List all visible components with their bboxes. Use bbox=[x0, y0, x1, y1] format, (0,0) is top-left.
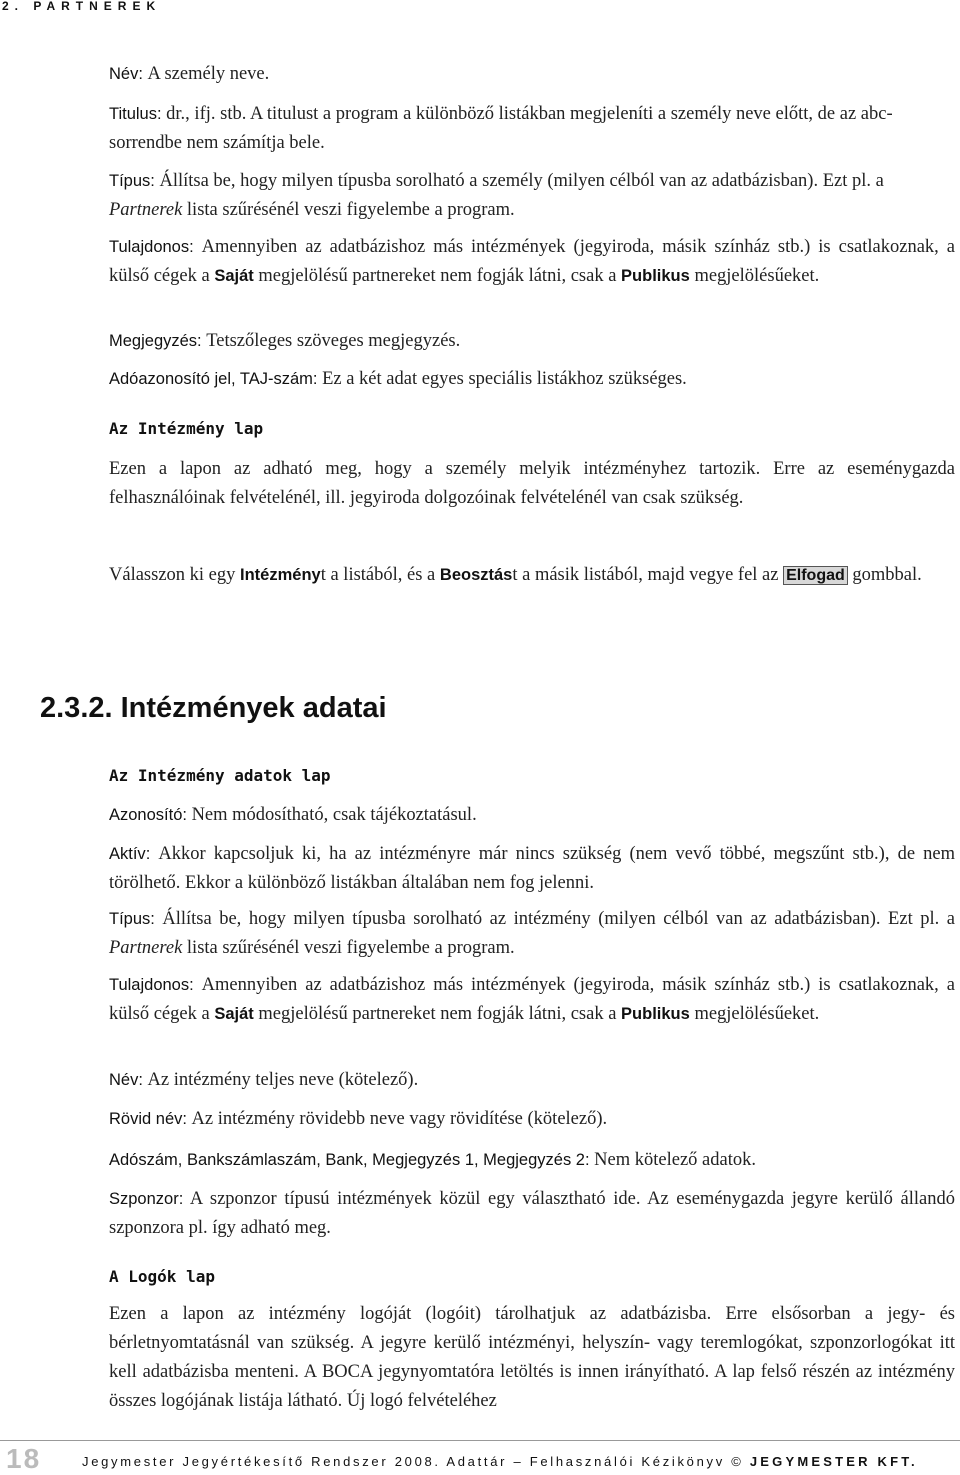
field-intezmeny-tulajdonos-label: Tulajdonos bbox=[109, 976, 190, 994]
field-tulajdonos-label: Tulajdonos bbox=[109, 238, 190, 256]
field-intezmeny-tipus: Típus: Állítsa be, hogy milyen típusba sorolható az intézmény (milyen célból van az adatbázisban). Ezt pl. a Partnerek lista szűrésénél veszi figyelembe a program. bbox=[109, 909, 955, 958]
field-aktiv-text: Akkor kapcsoljuk ki, ha az intézményre már nincs szükség (nem vevő többé, megszűnt stb.), de nem törölhető. Ekkor a különböző listákban általában nem fog jelenni. bbox=[109, 844, 955, 893]
page-number: 18 bbox=[6, 1443, 42, 1474]
field-intezmeny-tulajdonos-text-c: megjelölésűeket. bbox=[689, 1004, 820, 1024]
field-intezmeny-tipus-italic: Partnerek bbox=[109, 938, 183, 958]
field-tipus-text-b: lista szűrésénél veszi figyelembe a program. bbox=[182, 200, 515, 220]
field-tipus-text-a: Állítsa be, hogy milyen típusba sorolható a személy (milyen célból van az adatbázisban). Ezt pl. a bbox=[159, 171, 884, 191]
footer-brand: JEGYMESTER KFT. bbox=[749, 1454, 918, 1469]
field-tulajdonos-text-c: megjelölésűeket. bbox=[689, 266, 820, 286]
running-header bbox=[0, 0, 960, 13]
field-tulajdonos-text-a: Amennyiben az adatbázishoz más intézmények (jegyiroda, másik színház stb.) is csatlakoznak, a külső cégek a bbox=[109, 237, 956, 286]
field-azonosito-label: Azonosító bbox=[109, 806, 183, 824]
field-intezmeny-tipus-text-b: lista szűrésénél veszi figyelembe a program. bbox=[182, 938, 515, 958]
footer-doc-title: Jegymester Jegyértékesítő Rendszer 2008. Adattár – Felhasználói Kézikönyv © bbox=[82, 1454, 750, 1469]
field-adoszam-text: Nem kötelező adatok. bbox=[594, 1150, 756, 1170]
subheading-logok-lap: A Logók lap bbox=[109, 1267, 215, 1286]
field-tulajdonos-bold-a: Saját bbox=[214, 267, 254, 285]
field-aktiv: Aktív: Akkor kapcsoljuk ki, ha az intézményre már nincs szükség (nem vevő többé, megszűnt stb.), de nem törölhető. Ekkor a különböző listákban általában nem fog jelenni. bbox=[109, 844, 955, 893]
field-tulajdonos-bold-b: Publikus bbox=[621, 267, 690, 285]
para2-text-a: Válasszon ki egy bbox=[109, 565, 241, 585]
subheading-intezmeny-lap: Az Intézmény lap bbox=[109, 419, 264, 438]
field-szponzor-label: Szponzor: bbox=[109, 1190, 184, 1208]
subheading-intezmeny-adatok: Az Intézmény adatok lap bbox=[109, 766, 331, 785]
field-nev-text: A személy neve. bbox=[147, 64, 270, 84]
footer-text bbox=[82, 1454, 918, 1469]
field-rovid-nev: Rövid név: Az intézmény rövidebb neve vagy rövidítése (kötelező). bbox=[109, 1109, 608, 1129]
para2-text-c: t a másik listából, majd vegye fel az bbox=[512, 565, 784, 585]
field-intezmeny-tulajdonos-text-a: Amennyiben az adatbázishoz más intézmények (jegyiroda, másik színház stb.) is csatlakoznak, a külső cégek a bbox=[109, 975, 956, 1024]
field-megjegyzes-text: Tetszőleges szöveges megjegyzés. bbox=[206, 331, 461, 351]
para2-text-d: gombbal. bbox=[847, 565, 922, 585]
field-szponzor-text: A szponzor típusú intézmények közül egy választható ide. Az eseménygazda jegyre kerülő állandó szponzora pl. így adható meg. bbox=[109, 1189, 955, 1238]
section-title: 2.3.2. Intézmények adatai bbox=[40, 692, 387, 724]
para2-bold-intezmeny: Intézmény bbox=[240, 566, 321, 584]
field-azonosito-text: Nem módosítható, csak tájékoztatásul. bbox=[191, 805, 477, 825]
field-tipus-label: Típus bbox=[109, 172, 151, 190]
field-adoazonosito-label: Adóazonosító jel, TAJ-szám bbox=[109, 370, 313, 388]
elfogad-button[interactable]: Elfogad bbox=[783, 566, 848, 585]
field-adoszam bbox=[109, 1146, 955, 1175]
para2-bold-beosztas: Beosztás bbox=[439, 566, 513, 584]
field-intezmeny-tulajdonos-bold-a: Saját bbox=[214, 1005, 254, 1023]
field-titulus-label: Titulus bbox=[109, 105, 157, 123]
field-intezmeny-nev-text: Az intézmény teljes neve (kötelező). bbox=[147, 1070, 419, 1090]
field-intezmeny-tipus-text-a: Állítsa be, hogy milyen típusba sorolható az intézmény (milyen célból van az adatbázisban). Ezt pl. a bbox=[162, 909, 955, 929]
field-titulus-text: dr., ifj. stb. A titulust a program a különböző listákban megjeleníti a személy neve előtt, de az abc-sorrendbe nem számítja bele. bbox=[109, 104, 893, 153]
field-intezmeny-tulajdonos: Tulajdonos: Amennyiben az adatbázishoz más intézmények (jegyiroda, másik színház stb.) is csatlakoznak, a külső cégek a Saját megjelölésű partnereket nem fogják látni, csak a Publikus megjelölésűeket. bbox=[109, 975, 956, 1024]
field-azonosito: Azonosító: Nem módosítható, csak tájékoztatásul. bbox=[109, 805, 477, 825]
field-intezmeny-nev-label: Név bbox=[109, 1071, 139, 1089]
intezmeny-lap-para1: Ezen a lapon az adható meg, hogy a személy melyik intézményhez tartozik. Erre az eseménygazda felhasználóinak felvételénél, ill. jegyiroda dolgozóinak felvételénél van csak szükség. bbox=[109, 459, 955, 508]
field-intezmeny-tulajdonos-text-b: megjelölésű partnereket nem fogják látni, csak a bbox=[253, 1004, 622, 1024]
para2-text-b: t a listából, és a bbox=[320, 565, 440, 585]
page-footer bbox=[0, 1440, 960, 1475]
field-tulajdonos-text-b: megjelölésű partnereket nem fogják látni, csak a bbox=[253, 266, 622, 286]
field-titulus: Titulus: dr., ifj. stb. A titulust a program a különböző listákban megjeleníti a személy neve előtt, de az abc-sorrendbe nem számítja bele. bbox=[109, 104, 893, 153]
field-intezmeny-tulajdonos-bold-b: Publikus bbox=[621, 1005, 690, 1023]
field-megjegyzes-label: Megjegyzés bbox=[109, 332, 198, 350]
field-nev-label: Név bbox=[109, 65, 139, 83]
field-tipus-italic: Partnerek bbox=[109, 200, 183, 220]
field-megjegyzes: Megjegyzés: Tetszőleges szöveges megjegyzés. bbox=[109, 331, 461, 351]
field-tulajdonos: Tulajdonos: Amennyiben az adatbázishoz más intézmények (jegyiroda, másik színház stb.) is csatlakoznak, a külső cégek a Saját megjelölésű partnereket nem fogják látni, csak a Publikus megjelölésűeket. bbox=[109, 237, 956, 286]
field-adoazonosito-text: Ez a két adat egyes speciális listákhoz szükséges. bbox=[322, 369, 687, 389]
intezmeny-lap-para2 bbox=[109, 561, 955, 590]
field-rovid-nev-text: Az intézmény rövidebb neve vagy rövidítése (kötelező). bbox=[191, 1109, 608, 1129]
field-intezmeny-tipus-label: Típus bbox=[109, 910, 151, 928]
field-tipus: Típus: Állítsa be, hogy milyen típusba sorolható a személy (milyen célból van az adatbázisban). Ezt pl. a Partnerek lista szűrésénél veszi figyelembe a program. bbox=[109, 171, 884, 220]
field-rovid-nev-label: Rövid név bbox=[109, 1110, 183, 1128]
field-szponzor bbox=[109, 1185, 955, 1243]
field-intezmeny-nev: Név: Az intézmény teljes neve (kötelező). bbox=[109, 1070, 419, 1090]
logok-lap-para: Ezen a lapon az intézmény logóját (logóit) tárolhatjuk az adatbázisba. Erre elsősorban a jegy- és bérletnyomtatásnál van szükség. A jegyre kerülő intézményi, helyszín- vagy teremlogókat, szponzorlogókat itt kell adatbázisba menteni. A BOCA jegynyomtatóra letöltés is innen irányítható. A lap felső részén az intézmény összes logójának listája látható. Új logó felvételéhez bbox=[109, 1304, 955, 1411]
field-adoszam-label: Adószám, Bankszámlaszám, Bank, Megjegyzés 1, Megjegyzés 2: bbox=[109, 1151, 590, 1169]
field-adoazonosito: Adóazonosító jel, TAJ-szám: Ez a két adat egyes speciális listákhoz szükséges. bbox=[109, 369, 687, 389]
running-header-title: 2. PARTNEREK bbox=[2, 0, 162, 13]
footer-rule bbox=[0, 1440, 960, 1441]
field-nev: Név: A személy neve. bbox=[109, 64, 270, 84]
field-aktiv-label: Aktív bbox=[109, 845, 146, 863]
